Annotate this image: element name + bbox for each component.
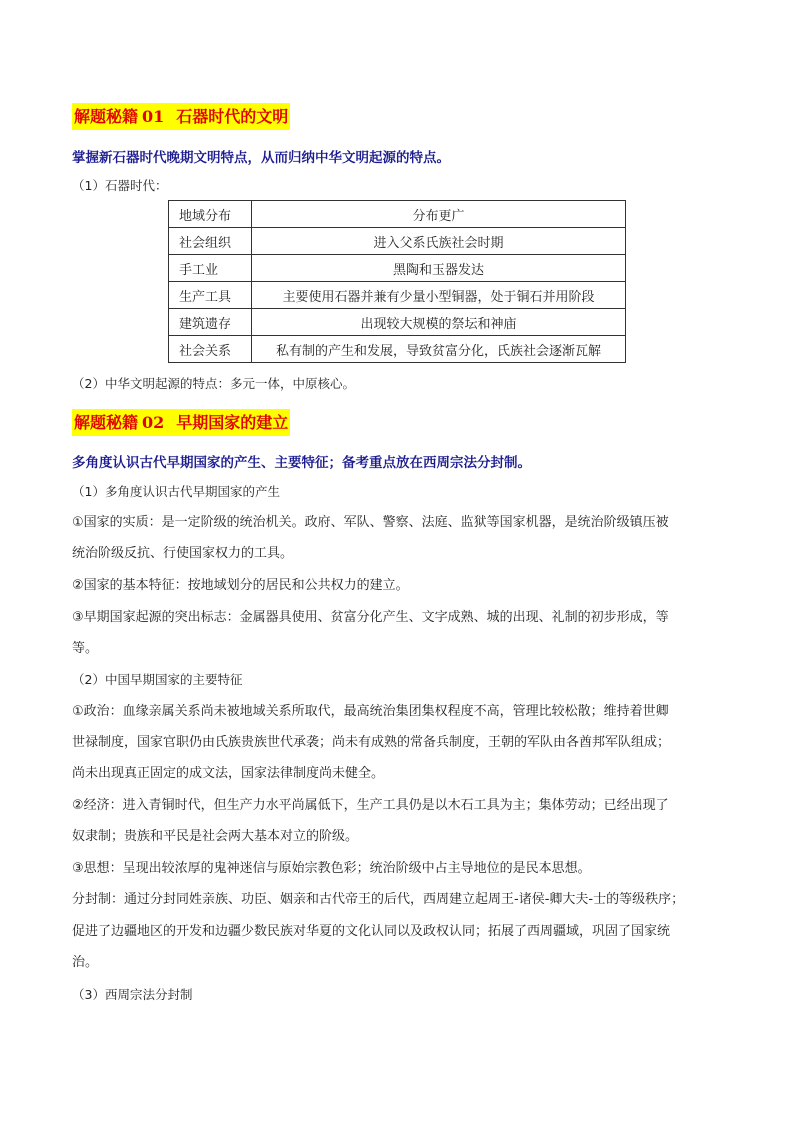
paragraph-line: 促进了边疆地区的开发和边疆少数民族对华夏的文化认同以及政权认同；拓展了西周疆域，巩固了国家统 bbox=[72, 924, 671, 939]
paragraph-line: ②经济：进入青铜时代，但生产力水平尚属低下，生产工具仍是以木石工具为主；集体劳动；已经出现了 bbox=[72, 798, 669, 813]
table-row bbox=[169, 228, 626, 255]
paragraph-line: ②国家的基本特征：按地域划分的居民和公共权力的建立。 bbox=[72, 578, 409, 593]
section-2-label: 解题秘籍 bbox=[74, 413, 139, 432]
paragraph-line: 分封制：通过分封同姓亲族、功臣、姻亲和古代帝王的后代，西周建立起周王-诸侯-卿大夫-士的等级秩序； bbox=[72, 892, 685, 907]
table-row bbox=[169, 336, 626, 363]
section-1-number: 01 bbox=[142, 107, 165, 126]
table-value: 进入父系氏族社会时期 bbox=[252, 228, 626, 255]
section-1-item-1: （1）石器时代： bbox=[72, 178, 168, 193]
section-1-item-2: （2）中华文明起源的特点：多元一体，中原核心。 bbox=[72, 376, 355, 391]
table-key: 建筑遗存 bbox=[169, 309, 252, 336]
stone-age-table bbox=[168, 200, 626, 363]
section-2-item-2: （2）中国早期国家的主要特征 bbox=[72, 672, 243, 687]
section-2-lead: 多角度认识古代早期国家的产生、主要特征；备考重点放在西周宗法分封制。 bbox=[72, 455, 531, 471]
table-value: 出现较大规模的祭坛和神庙 bbox=[252, 309, 626, 336]
table-value: 黑陶和玉器发达 bbox=[252, 255, 626, 282]
section-2-item-1: （1）多角度认识古代早期国家的产生 bbox=[72, 484, 280, 499]
paragraph-line: ③思想：呈现出较浓厚的鬼神迷信与原始宗教色彩；统治阶级中占主导地位的是民本思想。 bbox=[72, 861, 591, 876]
table-key: 生产工具 bbox=[169, 282, 252, 309]
paragraph-line: ③早期国家起源的突出标志：金属器具使用、贫富分化产生、文字成熟、城的出现、礼制的初步形成，等 bbox=[72, 610, 669, 625]
table-row bbox=[169, 255, 626, 282]
section-2-heading bbox=[72, 409, 290, 436]
table-value: 私有制的产生和发展，导致贫富分化，氏族社会逐渐瓦解 bbox=[252, 336, 626, 363]
paragraph-line: 奴隶制；贵族和平民是社会两大基本对立的阶级。 bbox=[72, 829, 359, 844]
section-1-label: 解题秘籍 bbox=[74, 107, 139, 126]
table-value: 分布更广 bbox=[252, 201, 626, 228]
table-row bbox=[169, 201, 626, 228]
paragraph-line: ①国家的实质：是一定阶级的统治机关。政府、军队、警察、法庭、监狱等国家机器，是统治阶级镇压被 bbox=[72, 515, 669, 530]
table-key: 地域分布 bbox=[169, 201, 252, 228]
paragraph-line: 统治阶级反抗、行使国家权力的工具。 bbox=[72, 546, 294, 561]
table-key: 社会关系 bbox=[169, 336, 252, 363]
paragraph-line: 尚未出现真正固定的成文法，国家法律制度尚未健全。 bbox=[72, 766, 385, 781]
table-key: 手工业 bbox=[169, 255, 252, 282]
section-1-lead: 掌握新石器时代晚期文明特点，从而归纳中华文明起源的特点。 bbox=[72, 150, 450, 166]
table-key: 社会组织 bbox=[169, 228, 252, 255]
section-2-number: 02 bbox=[142, 413, 165, 432]
section-2-item-3: （3）西周宗法分封制 bbox=[72, 987, 193, 1002]
paragraph-line: 治。 bbox=[72, 955, 99, 970]
table-row bbox=[169, 282, 626, 309]
table-value: 主要使用石器并兼有少量小型铜器，处于铜石并用阶段 bbox=[252, 282, 626, 309]
section-2-subject: 早期国家的建立 bbox=[176, 413, 289, 432]
section-1-subject: 石器时代的文明 bbox=[176, 107, 289, 126]
paragraph-line: ①政治：血缘亲属关系尚未被地域关系所取代，最高统治集团集权程度不高，管理比较松散；维持着世卿 bbox=[72, 704, 669, 719]
table-row bbox=[169, 309, 626, 336]
paragraph-line: 世禄制度，国家官职仍由氏族贵族世代承袭；尚未有成熟的常备兵制度，王朝的军队由各酋邦军队组成； bbox=[72, 735, 671, 750]
paragraph-line: 等。 bbox=[72, 641, 99, 656]
section-1-heading bbox=[72, 103, 290, 130]
